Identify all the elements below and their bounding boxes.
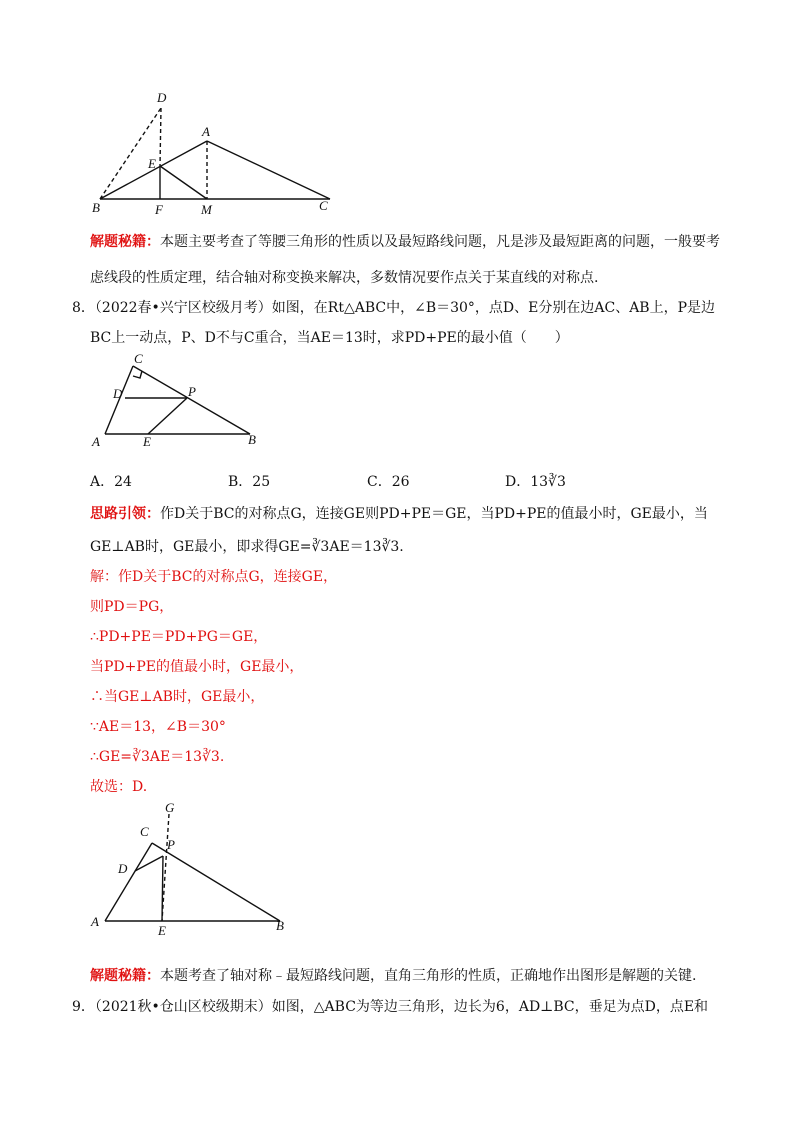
figure-solution [85, 798, 305, 938]
tip-q7-line1 [90, 232, 720, 252]
label-G: G [165, 800, 175, 815]
tip-text: 本题考查了轴对称﹣最短路线问题，直角三角形的性质，正确地作出图形是解题的关键. [160, 968, 697, 984]
solution-line-5: ∴当GE⊥AB时，GE最小， [90, 689, 265, 705]
tip-tag: 解题秘籍： [90, 968, 160, 984]
question-8-line2: BC上一动点，P、D不与C重合，当AE＝13时，求PD+PE的最小值（ ） [90, 330, 569, 346]
label-E: E [148, 156, 156, 171]
label-P: P [188, 384, 196, 399]
label-A: A [92, 434, 100, 449]
solution-line-8: 故选：D. [90, 779, 148, 795]
solution-line-2: 则PD＝PG， [90, 599, 174, 615]
choice-d: D．13∛3 [505, 474, 566, 490]
label-M: M [201, 202, 212, 217]
label-D: D [113, 386, 123, 401]
label-B: B [92, 200, 100, 215]
solution-line-6: ∵AE＝13，∠B＝30° [90, 719, 226, 735]
hint-line2: GE⊥AB时，GE最小，即求得GE=∛3AE＝13∛3. [90, 539, 404, 555]
choice-b: B．25 [228, 474, 271, 490]
label-E: E [158, 923, 166, 938]
label-C: C [319, 198, 328, 213]
tip-q8 [90, 966, 696, 986]
question-8-line1: 8．（2022春•兴宁区校级月考）如图，在Rt△ABC中，∠B＝30°，点D、E分别在边AC、AB上，P是边 [72, 300, 716, 316]
solution-line-3: ∴PD+PE＝PD+PG＝GE， [90, 629, 268, 645]
label-D: D [118, 861, 128, 876]
solution-line-4: 当PD+PE的值最小时，GE最小， [90, 659, 304, 675]
label-C: C [134, 352, 143, 366]
hint-line1 [90, 504, 708, 524]
question-9-line1: 9．（2021秋•仓山区校级期末）如图，△ABC为等边三角形，边长为6，AD⊥BC，垂足为点D，点E和 [72, 999, 709, 1015]
figure-q7 [85, 88, 345, 218]
label-C: C [140, 824, 149, 839]
tip-tag: 解题秘籍： [90, 234, 160, 250]
label-A: A [91, 914, 99, 929]
choice-c: C．26 [367, 474, 410, 490]
solution-line-7: ∴GE=∛3AE＝13∛3. [90, 749, 225, 765]
tip-text: 本题主要考查了等腰三角形的性质以及最短路线问题，凡是涉及最短距离的问题，一般要考 [160, 234, 720, 250]
figure-q8 [85, 352, 275, 452]
label-D: D [157, 90, 167, 105]
hint-text: 作D关于BC的对称点G，连接GE则PD+PE＝GE，当PD+PE的值最小时，GE最小，当 [160, 506, 708, 522]
solution-line-1: 解：作D关于BC的对称点G，连接GE， [90, 569, 338, 585]
label-B: B [276, 918, 284, 933]
label-F: F [155, 202, 163, 217]
label-A: A [202, 124, 210, 139]
label-E: E [143, 434, 151, 449]
label-P: P [167, 837, 175, 852]
hint-tag: 思路引领： [90, 506, 160, 522]
label-B: B [248, 432, 256, 447]
tip-q7-line2: 虑线段的性质定理，结合轴对称变换来解决，多数情况要作点关于某直线的对称点. [90, 270, 599, 286]
choice-a: A．24 [90, 474, 132, 490]
